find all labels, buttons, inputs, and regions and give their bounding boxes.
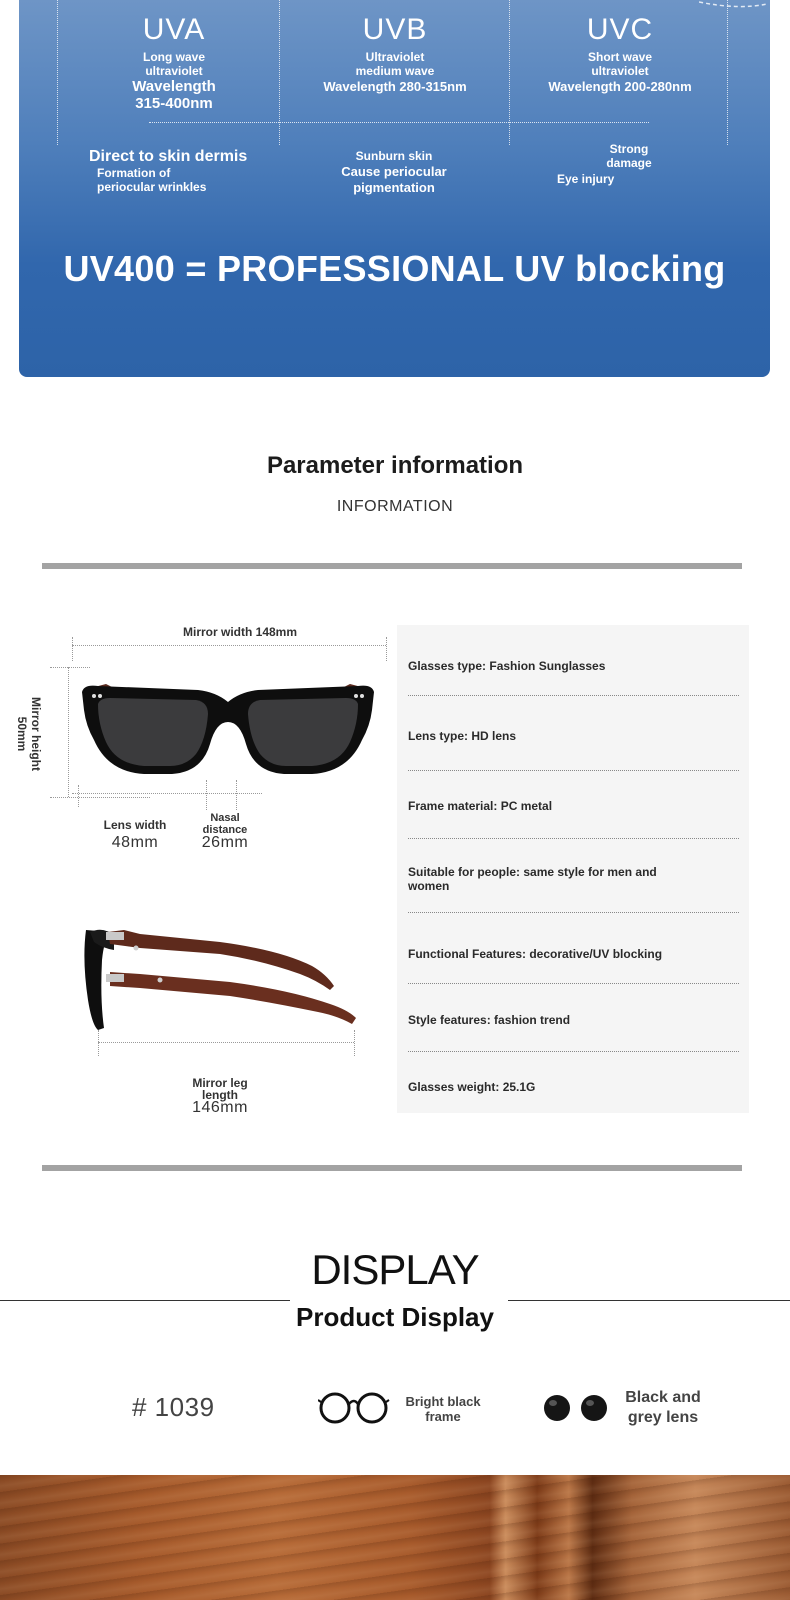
uvb-effect-3: pigmentation (353, 180, 435, 195)
dimension-tick (354, 1030, 355, 1056)
uvb-line2: medium wave (355, 64, 435, 78)
divider-line (279, 0, 280, 145)
frame-color-label-2: frame (425, 1409, 461, 1424)
uvc-effect-2: damage (606, 156, 652, 170)
dimension-tick (50, 797, 150, 798)
display-title: DISPLAY (311, 1246, 479, 1293)
uva-line2: ultraviolet (145, 64, 203, 78)
uv-info-banner (19, 0, 770, 377)
uvc-effect-3: Eye injury (557, 172, 615, 186)
dimension-tick (72, 637, 73, 661)
uvc-line1: Short wave (587, 50, 653, 64)
dimension-tick (50, 667, 90, 668)
uva-column (104, 14, 244, 112)
section-divider-bar (42, 1165, 742, 1171)
uva-wavelength-value: 315-400nm (135, 95, 213, 112)
uvc-line2: ultraviolet (591, 64, 649, 78)
spec-divider (408, 912, 739, 913)
spec-frame-material: Frame material: PC metal (408, 799, 553, 813)
lens-width-label: Lens width (103, 818, 167, 832)
divider-line (149, 122, 649, 123)
dimension-tick (78, 785, 79, 807)
model-number: # 1039 (132, 1392, 215, 1422)
divider-line (509, 0, 510, 145)
display-rule-right (508, 1300, 790, 1301)
uva-effect-main: Direct to skin dermis (89, 148, 248, 165)
uvc-wavelength: Wavelength 200-280nm (548, 79, 692, 94)
parameter-subtitle: INFORMATION (336, 498, 454, 515)
wood-grain-texture (0, 1475, 790, 1600)
uvb-line1: Ultraviolet (365, 50, 425, 64)
parameter-title: Parameter information (266, 452, 524, 479)
uva-effect-sub2: periocular wrinkles (97, 180, 207, 194)
dimension-tick (236, 780, 237, 810)
side-view-diagram (70, 920, 390, 1120)
frame-color-label-1: Bright black (405, 1394, 481, 1409)
lens-color-label-2: grey lens (627, 1409, 699, 1426)
mirror-height-value: 50mm (15, 716, 29, 752)
mirror-height-rotated (15, 669, 43, 799)
nasal-distance-value: 26mm (201, 834, 249, 851)
dimension-tick (98, 1030, 99, 1056)
uvc-column (525, 14, 715, 95)
dimension-line (98, 1042, 354, 1043)
dimension-tick (386, 637, 387, 661)
leg-length-label-1: Mirror leg (192, 1076, 248, 1090)
spec-divider (408, 770, 739, 771)
uvb-column (305, 14, 485, 95)
uvb-wavelength: Wavelength 280-315nm (323, 79, 467, 94)
dimension-tick (206, 780, 207, 810)
uvc-effect-1: Strong (609, 142, 649, 156)
nasal-label-1: Nasal (210, 812, 240, 824)
mirror-height-label: Mirror height (29, 697, 43, 771)
spec-divider (408, 983, 739, 984)
sunglasses-side-icon (80, 920, 370, 1045)
lens-width-value: 48mm (111, 834, 159, 851)
nasal-label-2: distance (202, 824, 248, 836)
uvb-effect-1: Sunburn skin (355, 149, 433, 163)
uvc-title: UVC (586, 13, 654, 46)
uva-line1: Long wave (142, 50, 205, 64)
leg-length-value: 146mm (192, 1099, 248, 1116)
uva-effect-sub1: Formation of (97, 166, 171, 180)
spec-suitable-people: Suitable for people: same style for men and women (408, 865, 657, 893)
spec-divider (408, 838, 739, 839)
dimension-line (68, 667, 69, 797)
lens-color-icon (542, 1392, 612, 1424)
display-rule-left (0, 1300, 290, 1301)
glasses-frame-icon (318, 1390, 390, 1426)
spec-divider (408, 695, 739, 696)
uva-title: UVA (142, 13, 206, 46)
sunglasses-front-icon (78, 680, 378, 790)
dimension-line (72, 793, 262, 794)
uvb-effect-2: Cause periocular (341, 164, 447, 179)
uvb-title: UVB (362, 13, 428, 46)
divider-line (57, 0, 58, 145)
uva-wavelength-label: Wavelength (132, 78, 216, 95)
spec-functional-features: Functional Features: decorative/UV blocking (408, 947, 663, 961)
spec-style-features: Style features: fashion trend (408, 1013, 571, 1027)
divider-line (727, 0, 728, 145)
section-divider-bar (42, 563, 742, 569)
spec-divider (408, 1051, 739, 1052)
mirror-width-label: Mirror width 148mm (182, 625, 298, 639)
spec-glasses-type: Glasses type: Fashion Sunglasses (408, 659, 606, 673)
front-view-diagram (15, 615, 390, 905)
spec-lens-type: Lens type: HD lens (408, 729, 517, 743)
leg-length-label-2: length (202, 1088, 238, 1102)
product-display-subtitle: Product Display (296, 1302, 494, 1332)
spec-panel (397, 625, 749, 1113)
dashed-arc-decoration (699, 0, 769, 14)
uv400-headline: UV400 = PROFESSIONAL UV blocking (63, 248, 726, 289)
spec-glasses-weight: Glasses weight: 25.1G (408, 1080, 536, 1094)
dimension-line (72, 645, 386, 646)
lens-color-label-1: Black and (625, 1389, 701, 1406)
